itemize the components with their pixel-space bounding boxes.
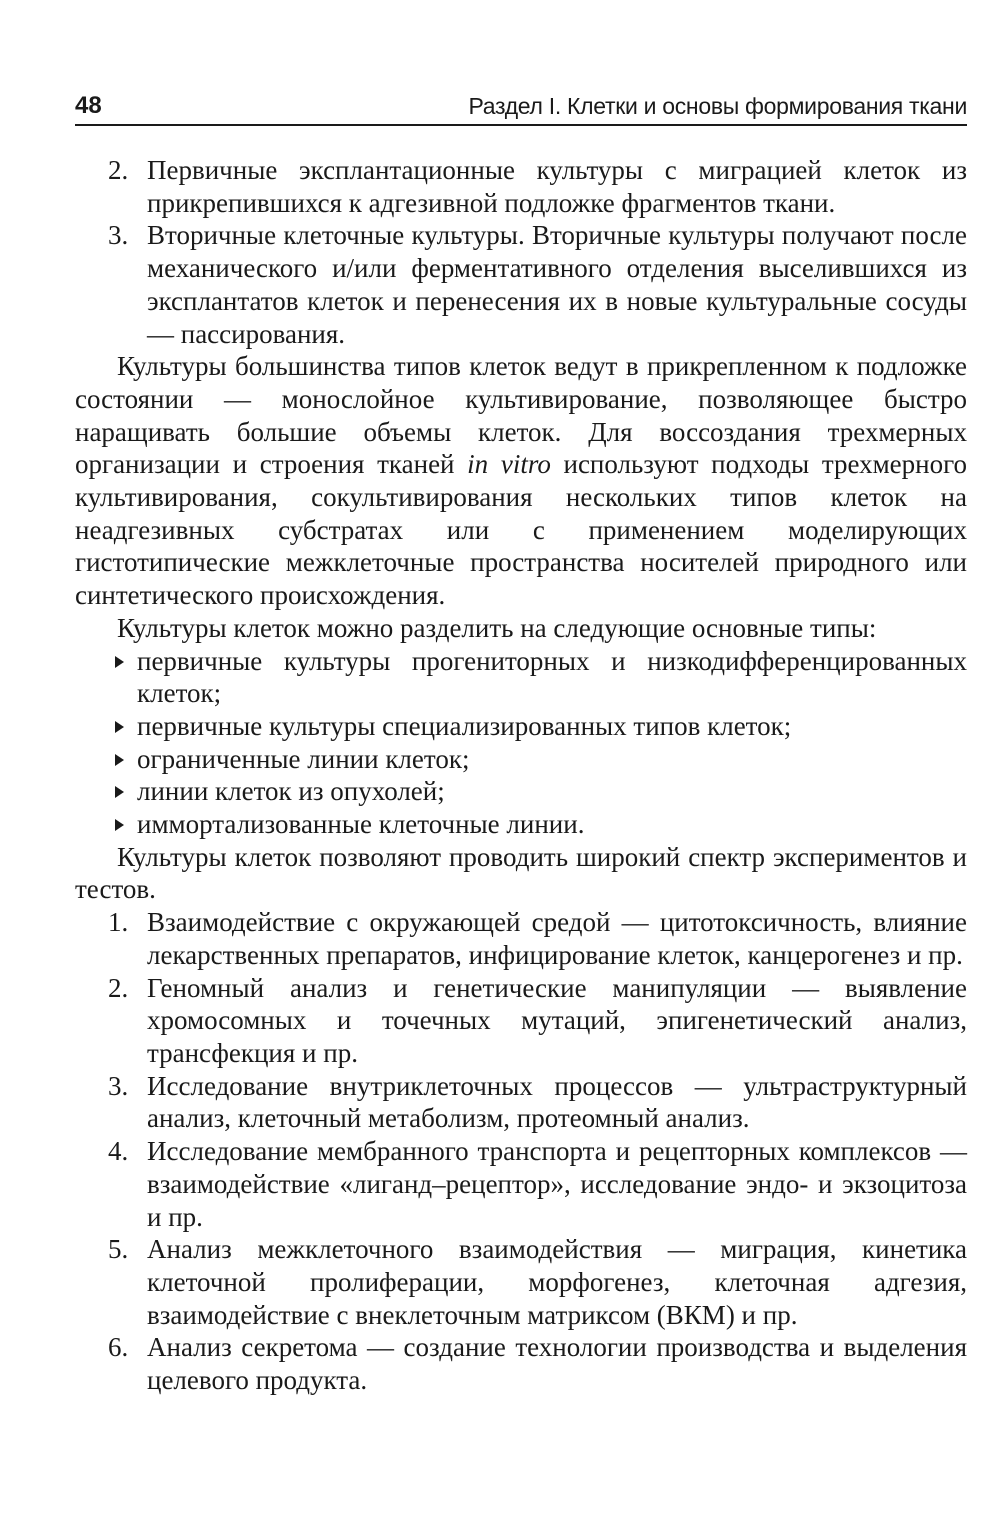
- bullet-item: [75, 710, 967, 743]
- paragraph: [75, 350, 967, 612]
- bullet-text: первичные культуры прогениторных и низкодифференцированных клеток;: [137, 645, 967, 709]
- paragraph: [75, 612, 967, 645]
- bullet-text: иммортализованные клеточные линии.: [137, 809, 585, 840]
- list-item-text: Взаимодействие с окружающей средой — цитотоксичность, влияние лекарственных препаратов, инфицирование клеток, канцерогенез и пр.: [147, 907, 967, 970]
- list-item-number: 3.: [108, 1070, 129, 1101]
- italic-term: in vitro: [467, 449, 551, 480]
- triangle-bullet-icon: [115, 721, 124, 733]
- bullet-item: [75, 808, 967, 841]
- list-item-text: Анализ секретома — создание технологии производства и выделения целевого продукта.: [147, 1332, 967, 1396]
- list-item: [75, 219, 967, 350]
- list-item-text: Исследование внутриклеточных процессов — ультраструктурный анализ, клеточный метаболизм, протеомный анализ.: [147, 1070, 967, 1134]
- list-item-number: 5.: [108, 1234, 129, 1265]
- list-item-number: 1.: [108, 907, 129, 938]
- body-text: [75, 154, 967, 1397]
- list-item-number: 2.: [108, 155, 129, 185]
- list-item-number: 6.: [108, 1332, 129, 1363]
- list-item-text: Геномный анализ и генетические манипуляции — выявление хромосомных и точечных мутаций, эпигенетический анализ, трансфекция и пр.: [147, 972, 967, 1068]
- list-item-text: Анализ межклеточного взаимодействия — миграция, кинетика клеточной пролиферации, морфогенез, клеточная адгезия, взаимодействие с внеклеточным матриксом (ВКМ) и пр.: [147, 1234, 967, 1330]
- bullet-text: ограниченные линии клеток;: [137, 743, 470, 774]
- page-header: [75, 88, 967, 126]
- list-item: [75, 1070, 967, 1135]
- paragraph-text: Культуры клеток можно разделить на следующие основные типы:: [117, 612, 877, 643]
- paragraph-text: Культуры клеток позволяют проводить широкий спектр экспериментов и тестов.: [75, 841, 967, 905]
- triangle-bullet-icon: [115, 819, 124, 831]
- list-item: [75, 1135, 967, 1233]
- list-item: [75, 972, 967, 1070]
- list-item: [75, 1233, 967, 1331]
- list-item-text: Первичные эксплантационные культуры с миграцией клеток из прикрепившихся к адгезивной подложке фрагментов ткани.: [147, 155, 967, 218]
- list-item: [75, 906, 967, 971]
- bullet-text: первичные культуры специализированных типов клеток;: [137, 710, 792, 741]
- bullet-item: [75, 645, 967, 710]
- triangle-bullet-icon: [115, 754, 124, 766]
- paragraph: [75, 841, 967, 906]
- list-item-text: Исследование мембранного транспорта и рецепторных комплексов — взаимодействие «лиганд–рецептор», исследование эндо- и экзоцитоза и пр.: [147, 1136, 967, 1232]
- paragraph-text: Культуры большинства типов клеток ведут в прикрепленном к подложке состоянии — монослойное культивирование, позволяющее быстро наращивать большие объемы клеток. Для воссоздания трехмерных организации и строения тканей: [75, 351, 967, 480]
- triangle-bullet-icon: [115, 656, 124, 668]
- bullet-item: [75, 743, 967, 776]
- bullet-text: линии клеток из опухолей;: [137, 776, 445, 807]
- triangle-bullet-icon: [115, 786, 124, 798]
- page-number: 48: [75, 92, 102, 119]
- list-item: [75, 1331, 967, 1396]
- bullet-item: [75, 775, 967, 808]
- running-title: Раздел I. Клетки и основы формирования ткани: [468, 93, 967, 119]
- list-item-text: Вторичные клеточные культуры. Вторичные культуры получают после механического и/или ферментативного отделения выселившихся из эксплантатов клеток и перенесения их в новые культуральные сосуды — пассирования.: [147, 220, 967, 349]
- list-item-number: 4.: [108, 1136, 129, 1167]
- paragraph-text: используют подходы трехмерного культивирования, сокультивирования нескольких типов клеток на неадгезивных субстратах или с применением моделирующих гистотипические межклеточные пространства носителей природного или синтетического происхождения.: [75, 449, 967, 611]
- list-item-number: 3.: [108, 220, 129, 251]
- list-item: [75, 154, 967, 219]
- list-item-number: 2.: [108, 972, 129, 1003]
